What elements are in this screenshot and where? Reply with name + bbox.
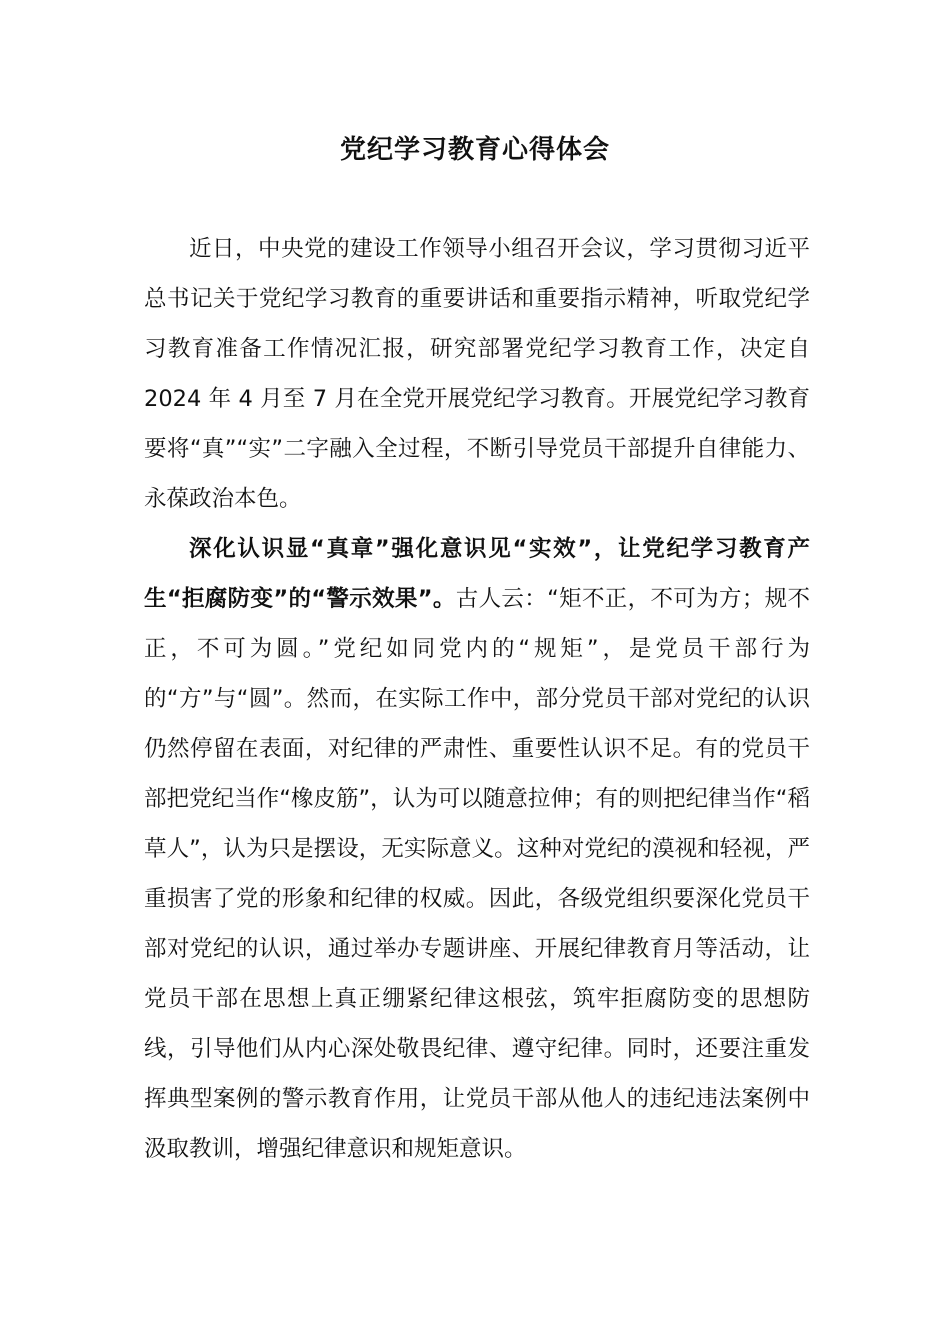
paragraph-text: 近日，中央党的建设工作领导小组召开会议，学习贯彻习近平总书记关于党纪学习教育的重要讲话和重要指示精神，听取党纪学习教育准备工作情况汇报，研究部署党纪学习教育工作，决定自 2024 年 4 月至 7 月在全党开展党纪学习教育。开展党纪学习教育要将“真”“实”二字融入全过程，不断引导党员干部提升自律能力、永葆政治本色。: [144, 236, 810, 512]
document-body: [144, 224, 810, 1174]
document-title: 党纪学习教育心得体会: [339, 135, 610, 165]
paragraph-text: 古人云：“矩不正，不可为方；规不正，不可为圆。”党纪如同党内的“规矩”，是党员干部行为的“方”与“圆”。然而，在实际工作中，部分党员干部对党纪的认识仍然停留在表面，对纪律的严肃性、重要性认识不足。有的党员干部把党纪当作“橡皮筋”，认为可以随意拉伸；有的则把纪律当作“稻草人”，认为只是摆设，无实际意义。这种对党纪的漠视和轻视，严重损害了党的形象和纪律的权威。因此，各级党组织要深化党员干部对党纪的认识，通过举办专题讲座、开展纪律教育月等活动，让党员干部在思想上真正绷紧纪律这根弦，筑牢拒腐防变的思想防线，引导他们从内心深处敬畏纪律、遵守纪律。同时，还要注重发挥典型案例的警示教育作用，让党员干部从他人的违纪违法案例中汲取教训，增强纪律意识和规矩意识。: [144, 586, 810, 1162]
paragraph-intro: [144, 224, 810, 524]
paragraph-lead: 深化认识显“真章”强化意识见“实效”，让党纪学习教育产生“拒腐防变”的“警示效果”。: [144, 536, 810, 612]
paragraph-section-1: [144, 524, 810, 1174]
